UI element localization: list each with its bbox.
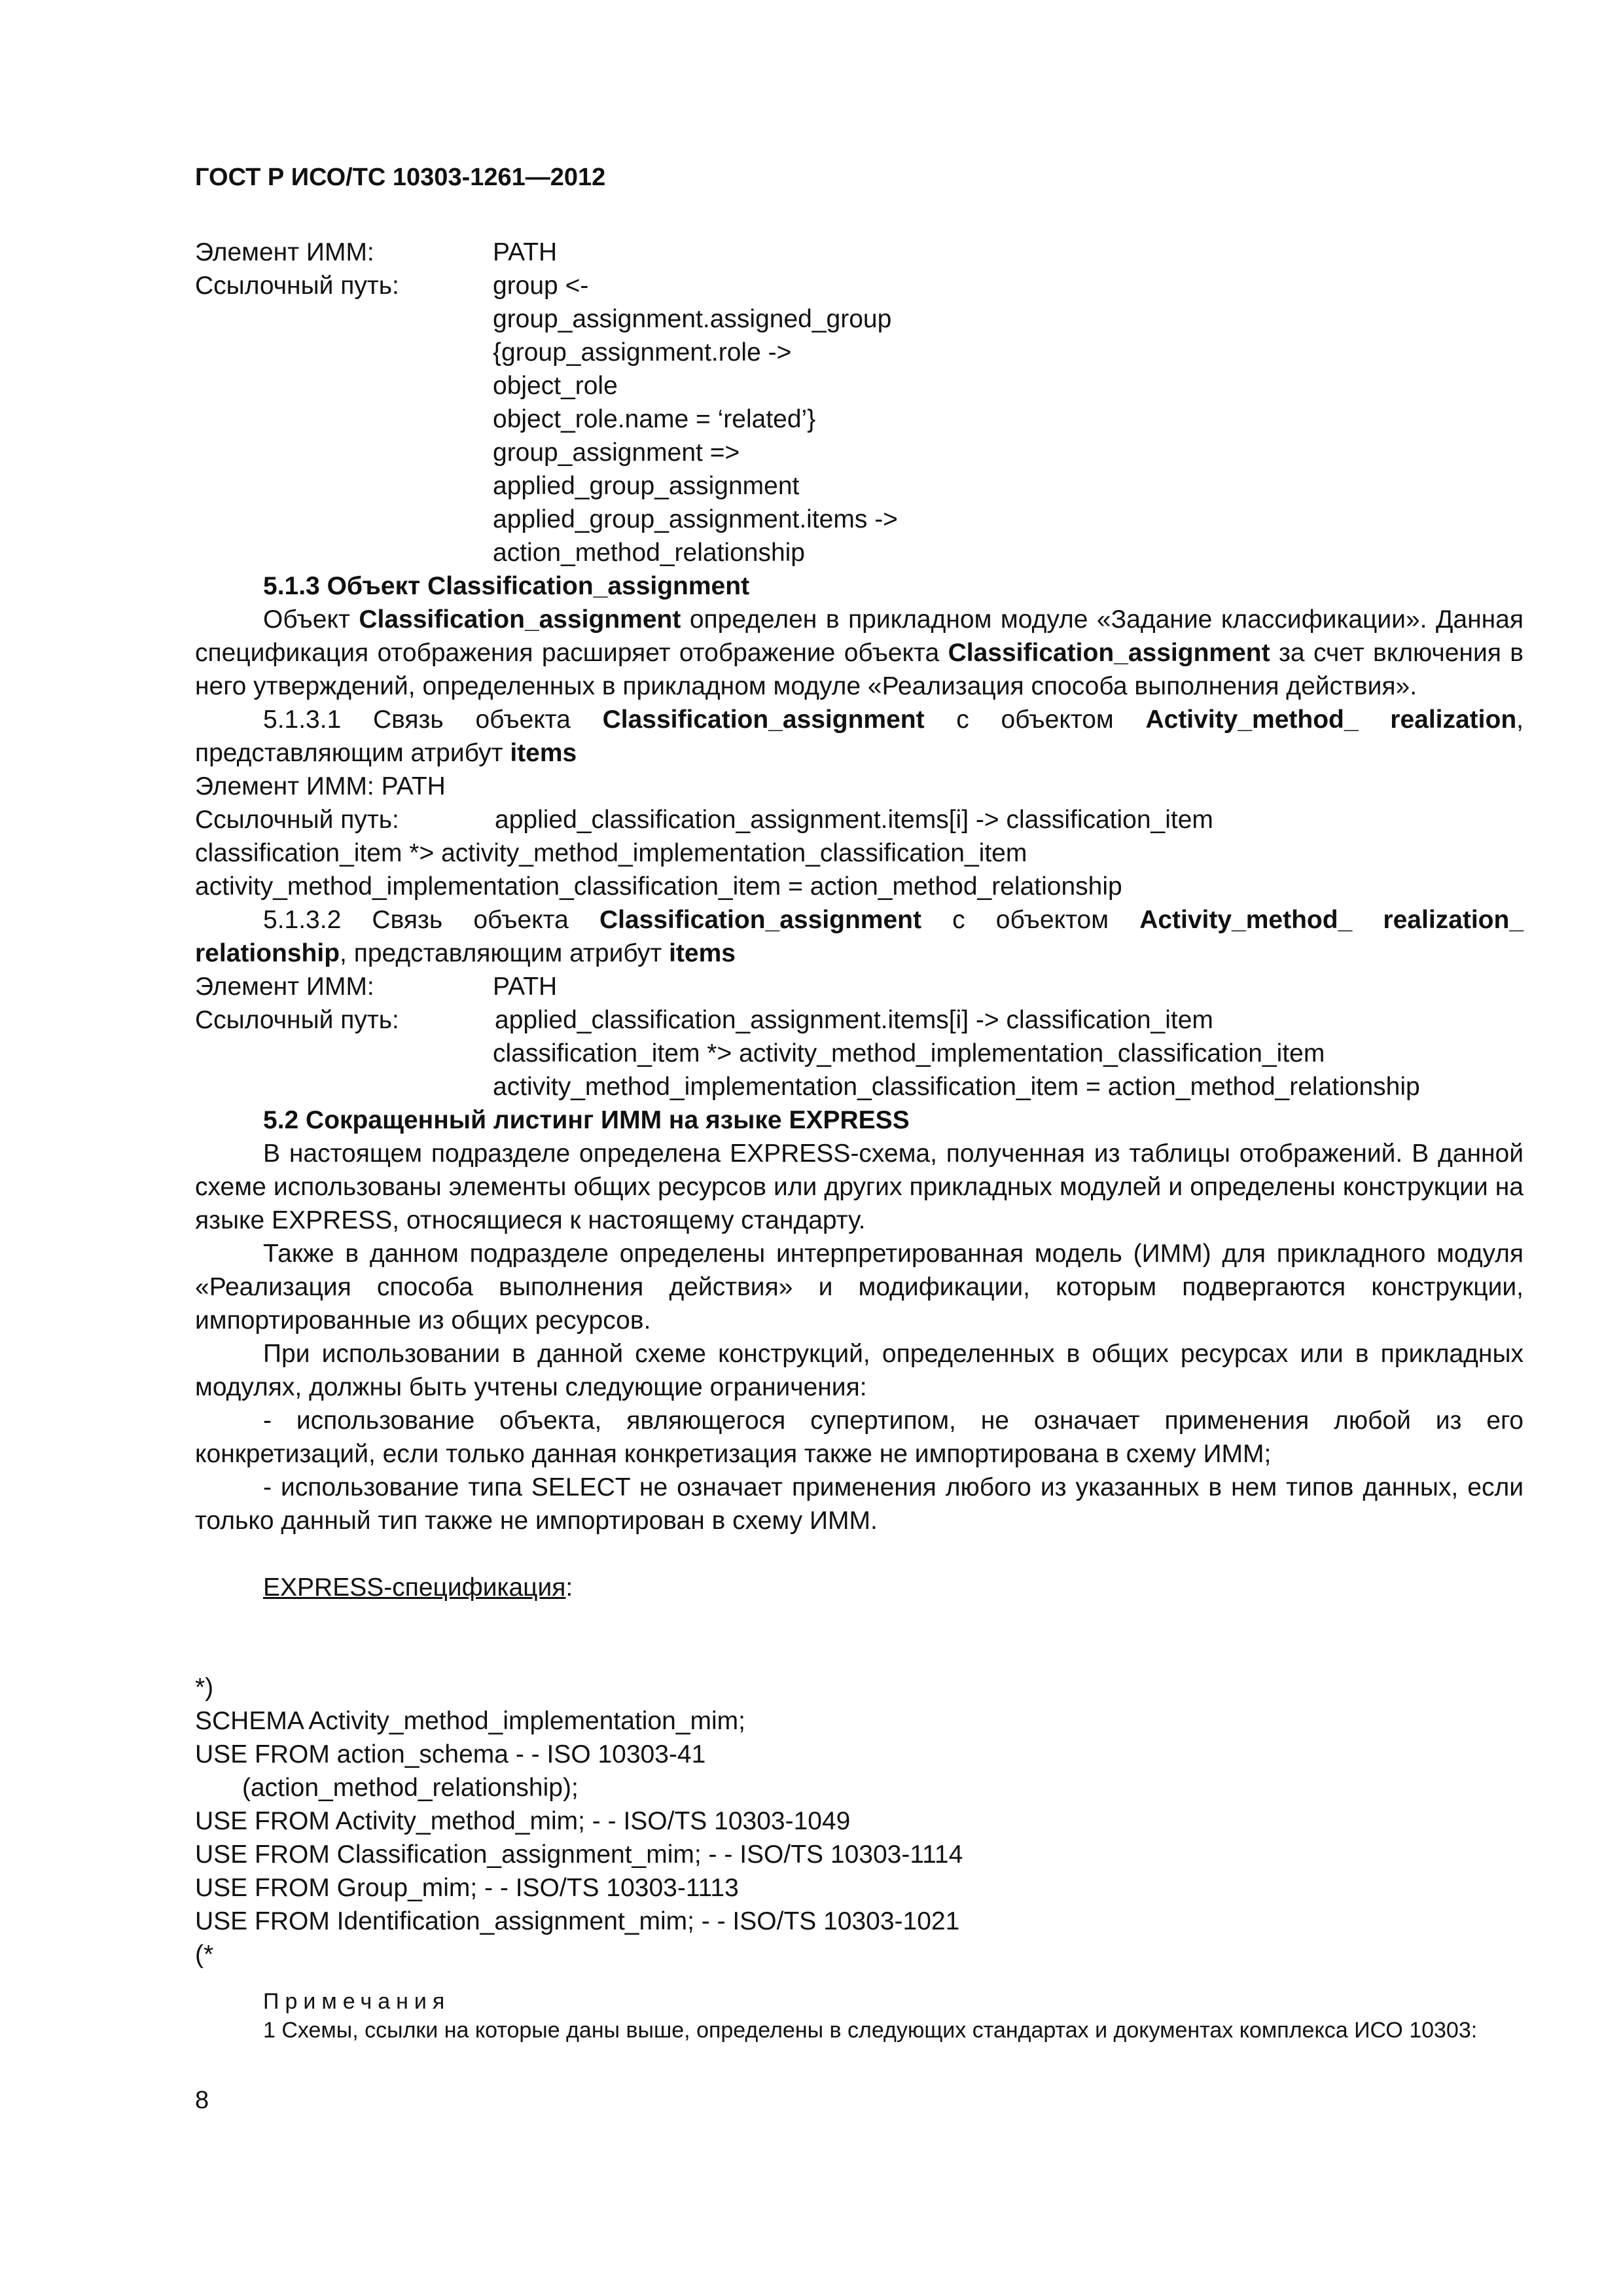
code-line: *) (195, 1674, 214, 1702)
page-body (195, 236, 1524, 2045)
reference-path-line: activity_method_implementation_classification_item = action_method_relationship (195, 872, 1122, 901)
reference-path-line: applied_classification_assignment.items[i] -> classification_item (495, 1006, 1213, 1034)
reference-path-label: Ссылочный путь: (195, 806, 399, 834)
attribute-name: items (669, 939, 736, 967)
reference-path-line: object_role.name = ‘related’} (493, 405, 816, 433)
reference-path-row (195, 803, 1524, 836)
list-item: - использование типа SELECT не означает применения любого из указанных в нем типов данных, если только данный тип также не импортирован в схему ИММ. (195, 1473, 1524, 1535)
text-run: с объектом (921, 906, 1140, 934)
section-heading-5-2: 5.2 Сокращенный листинг ИММ на языке EXPRESS (263, 1106, 910, 1134)
text-run: , представляющим атрибут (340, 939, 669, 967)
mim-element-value: PATH (493, 238, 558, 266)
notes-heading: Примечания (263, 1989, 451, 2014)
reference-path-line: classification_item *> activity_method_implementation_classification_item (493, 1039, 1325, 1067)
reference-path-line: {group_assignment.role -> (493, 338, 792, 367)
express-spec-link-text: EXPRESS-спецификация (263, 1573, 566, 1602)
paragraph: В настоящем подразделе определена EXPRESS-схема, полученная из таблицы отображений. В данной схеме использованы элементы общих ресурсов или других прикладных модулей и определены конструкции на языке EXPRESS, относящиеся к настоящему стандарту. (195, 1139, 1524, 1234)
paragraph: При использовании в данной схеме конструкций, определенных в общих ресурсах или в прикладных модулях, должны быть учтены следующие ограничения: (195, 1340, 1524, 1401)
section-5-1-3-1-title (195, 703, 1524, 770)
text-run: с объектом (924, 706, 1146, 734)
text-run: за счет включения в него утверждений, определенных в прикладном модуле «Реализация способа выполнения действия». (195, 639, 1524, 700)
text-run: 5.1.3.1 Связь объекта (263, 706, 603, 734)
reference-path-line: group_assignment => (493, 439, 740, 467)
code-line: USE FROM Identification_assignment_mim; - - ISO/TS 10303-1021 (195, 1907, 960, 1935)
entity-name: Classification_assignment (948, 639, 1270, 667)
code-line: SCHEMA Activity_method_implementation_mim; (195, 1707, 745, 1735)
entity-name: Classification_assignment (359, 605, 681, 634)
code-line: USE FROM Group_mim; - - ISO/TS 10303-1113 (195, 1874, 739, 1902)
document-header: ГОСТ Р ИСО/ТС 10303-1261—2012 (195, 164, 606, 191)
spacer (195, 1604, 1524, 1638)
entity-name: Classification_assignment (602, 706, 925, 734)
list-item: - использование объекта, являющегося супертипом, не означает применения любой из его конкретизаций, если только данная конкретизация также не импортирована в схему ИММ; (195, 1407, 1524, 1468)
text-run: 5.1.3.2 Связь объекта (263, 906, 599, 934)
mim-element-label: Элемент ИММ: (195, 973, 374, 1001)
text-run: определен в прикладном модуле «Задание классификации». Данная спецификация отображения расширяет отображение объекта (195, 605, 1524, 667)
text-run: , представляющим атрибут (195, 706, 1524, 767)
code-line: USE FROM action_schema - - ISO 10303-41 (195, 1740, 706, 1768)
paragraph: Также в данном подразделе определены интерпретированная модель (ИММ) для прикладного модуля «Реализация способа выполнения действия» и модификации, которым подвергаются конструкции, импортированные из общих ресурсов. (195, 1240, 1524, 1335)
reference-path-line: action_method_relationship (493, 539, 805, 567)
entity-name: relationship (195, 939, 340, 967)
page-number: 8 (195, 2087, 209, 2114)
reference-path-label: Ссылочный путь: (195, 1006, 399, 1034)
reference-path-line: group_assignment.assigned_group (493, 305, 892, 333)
spacer (195, 1638, 1524, 1671)
entity-name: Activity_method_ realization_ (1139, 906, 1524, 934)
note-item: 1 Схемы, ссылки на которые даны выше, определены в следующих стандартах и документах комплекса ИСО 10303: (263, 2018, 1478, 2043)
entity-name: Activity_method_ realization (1145, 706, 1517, 734)
mim-element-line: Элемент ИММ: PATH (195, 772, 446, 800)
reference-path-line: object_role (493, 372, 618, 400)
mim-element-row (195, 236, 1524, 269)
entity-name: Classification_assignment (599, 906, 921, 934)
text-run: Объект (263, 605, 359, 634)
mim-element-label: Элемент ИММ: (195, 238, 374, 266)
reference-path-line: activity_method_implementation_classification_item = action_method_relationship (493, 1073, 1420, 1101)
reference-path-line: applied_group_assignment.items -> (493, 505, 898, 533)
section-heading-5-1-3: 5.1.3 Объект Classification_assignment (263, 572, 750, 600)
section-5-1-3-2-title-line1 (195, 903, 1524, 937)
reference-path-line: classification_item *> activity_method_implementation_classification_item (195, 839, 1027, 867)
code-line: (* (195, 1941, 214, 1969)
express-spec-label (195, 1571, 1524, 1604)
reference-path-line: applied_group_assignment (493, 472, 800, 500)
reference-path-row (195, 1003, 1524, 1037)
colon: : (565, 1573, 573, 1602)
mim-element-row (195, 970, 1524, 1003)
mim-element-value: PATH (493, 973, 558, 1001)
spacer (195, 1537, 1524, 1571)
code-line: (action_method_relationship); (242, 1774, 579, 1802)
reference-path-row (195, 269, 1524, 302)
section-5-1-3-paragraph (195, 603, 1524, 703)
attribute-name: items (510, 739, 577, 767)
code-line: USE FROM Classification_assignment_mim; - - ISO/TS 10303-1114 (195, 1840, 963, 1869)
code-line: USE FROM Activity_method_mim; - - ISO/TS 10303-1049 (195, 1807, 851, 1835)
reference-path-line: applied_classification_assignment.items[i] -> classification_item (495, 806, 1213, 834)
reference-path-line: group <- (493, 272, 589, 300)
section-5-1-3-2-title-line2 (195, 937, 1524, 970)
reference-path-label: Ссылочный путь: (195, 272, 399, 300)
